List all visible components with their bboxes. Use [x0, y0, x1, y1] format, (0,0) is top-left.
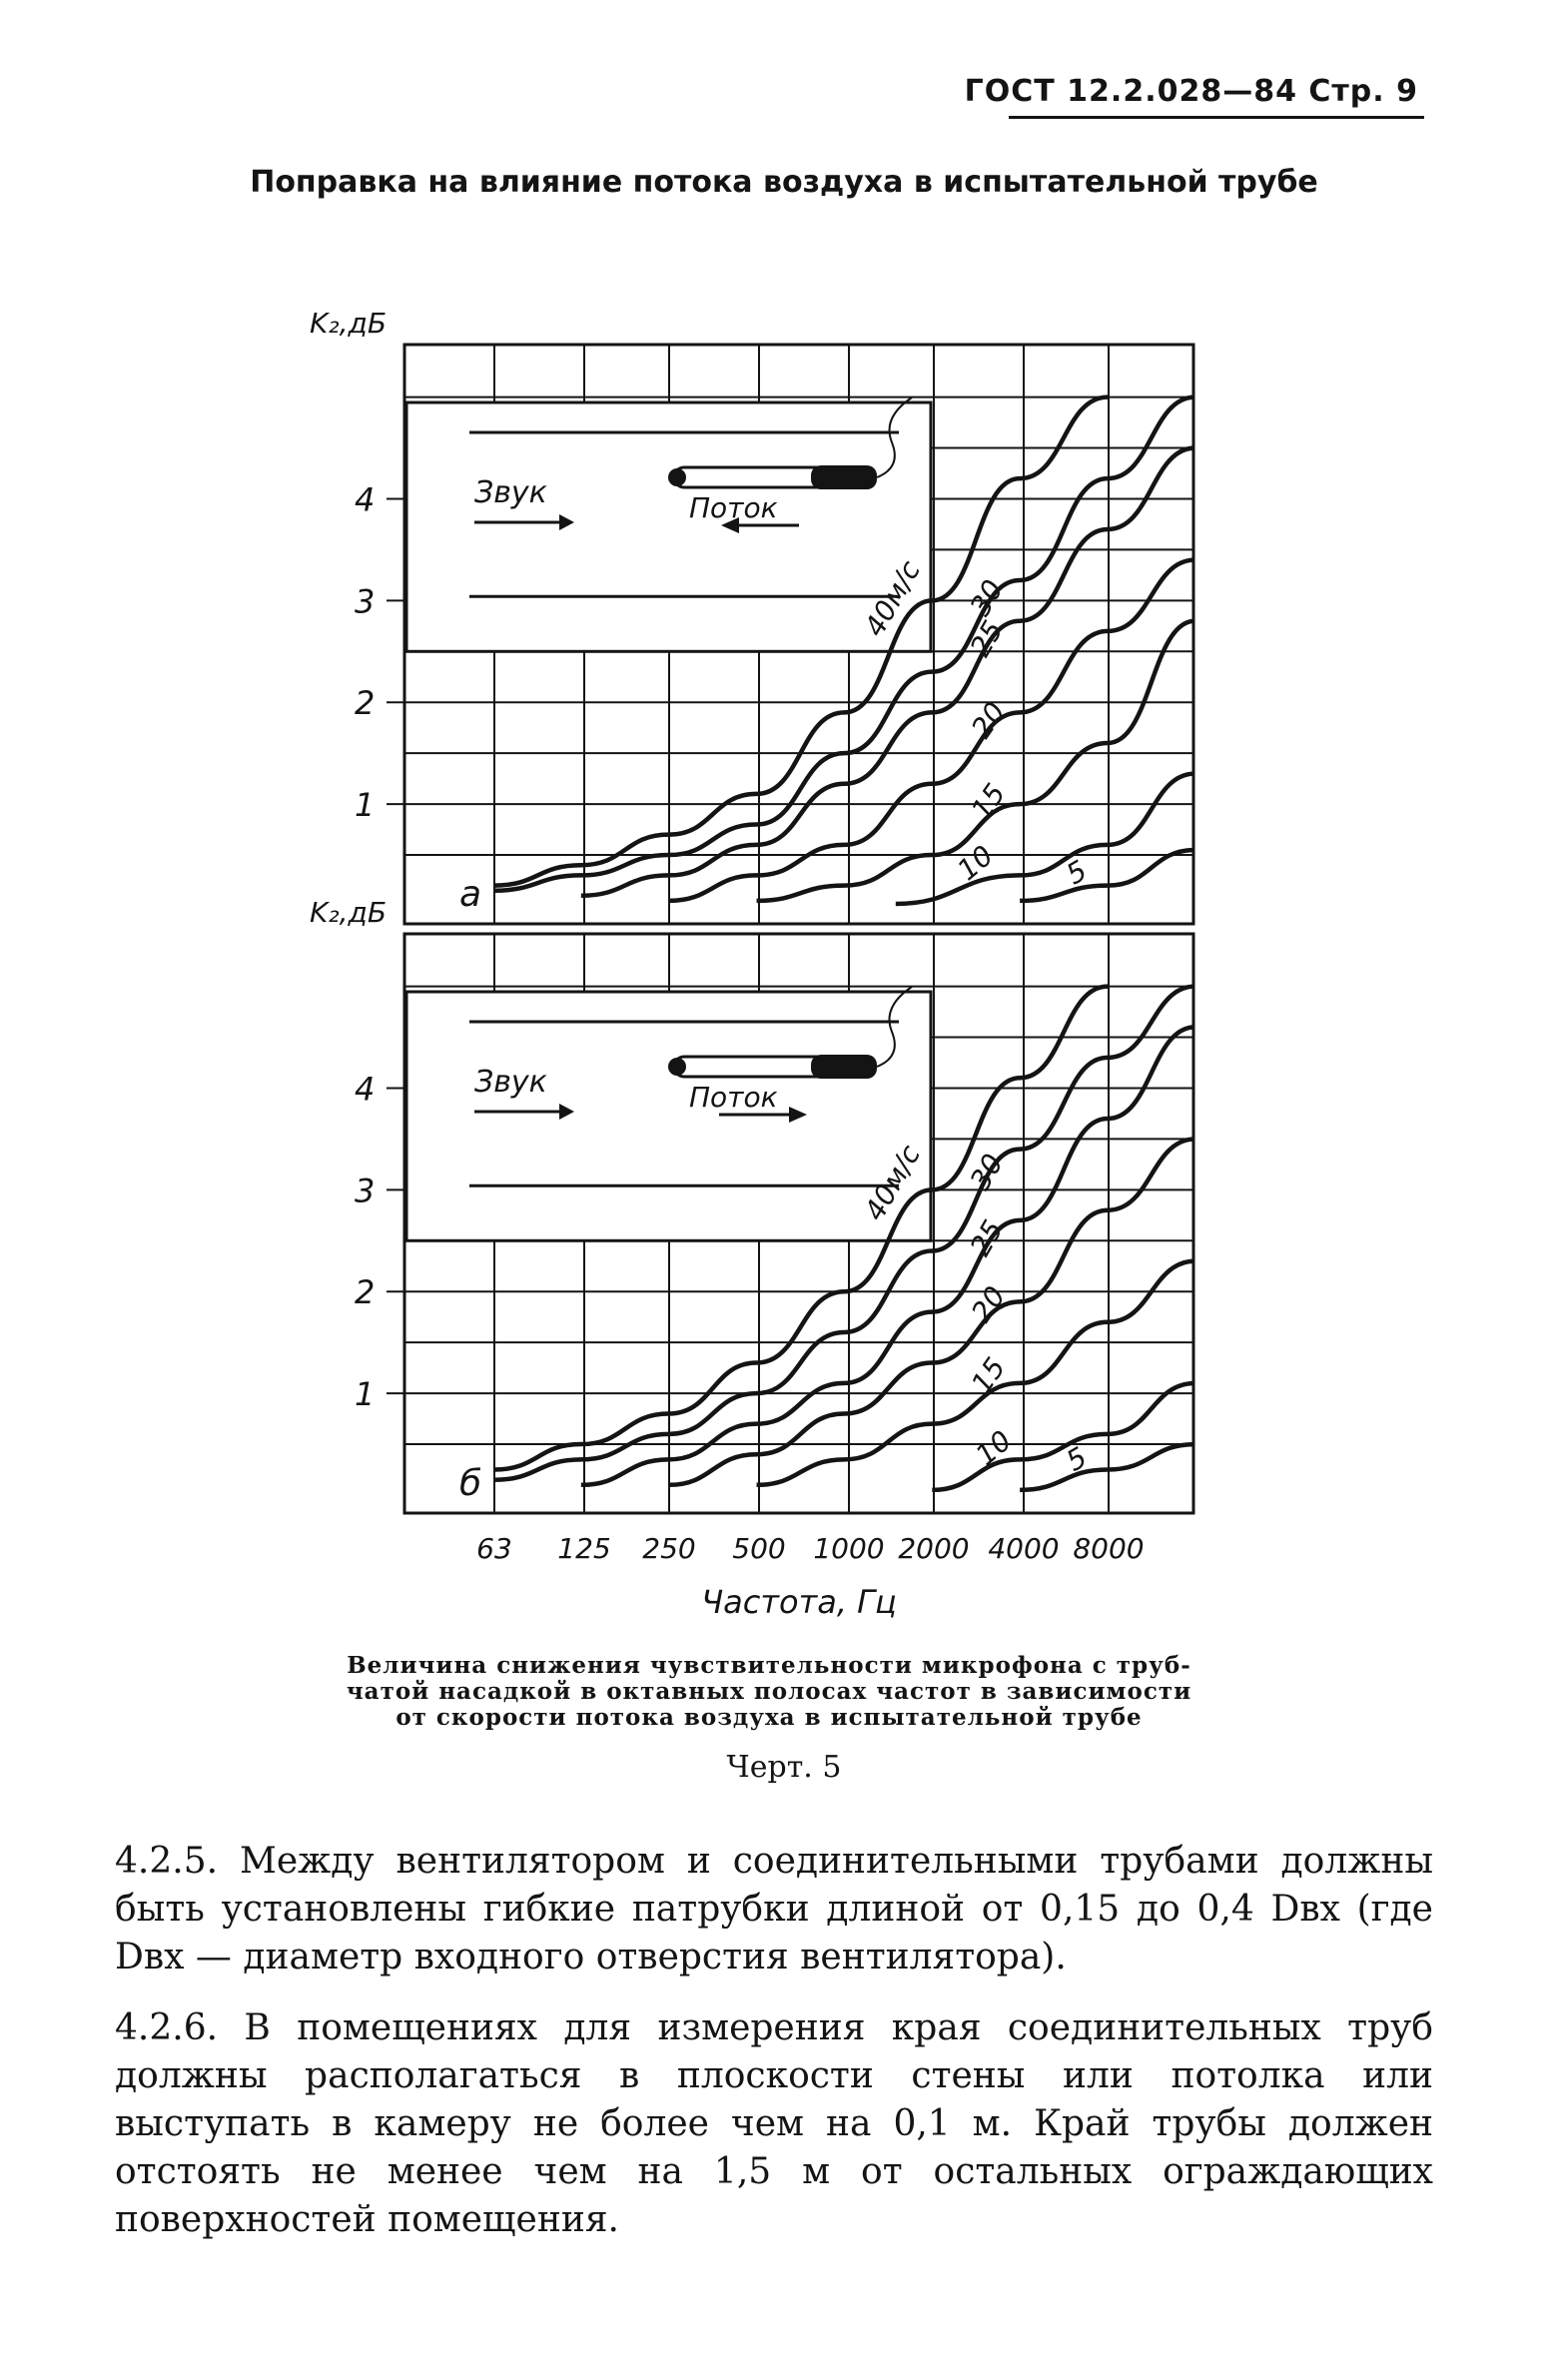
page-header: ГОСТ 12.2.028—84 Стр. 9: [964, 74, 1418, 109]
x-tick-label: 2000: [898, 1532, 970, 1565]
panel-a-flow-label: Поток: [689, 491, 778, 524]
panel-a-y-tick-label: 4: [355, 480, 376, 519]
panel-b-y-tick-label: 4: [355, 1070, 376, 1109]
panel-b-series-label-40м/с: 40м/с: [857, 1139, 928, 1226]
panel-a-sound-label: Звук: [474, 475, 547, 510]
page-title: Поправка на влияние потока воздуха в испытательной трубе: [250, 165, 1318, 200]
paragraph-4-2-6: 4.2.6. В помещениях для измерения края соединительных труб должны располагаться в плоскости стены или потолка или выступать в камеру не более чем на 0,1 м. Край трубы должен отстоять не менее чем на 1,5 м от остальных ограждающих поверхностей помещения.: [115, 2007, 1433, 2240]
x-tick-label: 125: [557, 1532, 611, 1565]
panel-a-panel-label: а: [459, 874, 482, 915]
panel-b-y-tick-label: 3: [355, 1172, 376, 1210]
paragraph-4-2-5: 4.2.5. Между вентилятором и соединительными трубами должны быть установлены гибкие патрубки длиной от 0,15 до 0,4 Dвх (где Dвх — диаметр входного отверстия вентилятора).: [115, 1841, 1433, 1977]
panel-b-series-label-15: 15: [964, 1351, 1013, 1400]
x-tick-label: 250: [642, 1532, 696, 1565]
panel-b-inset-box: [406, 992, 931, 1240]
panel-a-y-tick-label: 2: [355, 684, 376, 723]
panel-b-series-curve-10: [932, 1383, 1195, 1490]
panel-a-series-label-10: 10: [951, 838, 1000, 888]
caption-line-3: от скорости потока воздуха в испытательной трубе: [395, 1704, 1143, 1731]
panel-a-microphone-body: [811, 465, 877, 489]
figure-label: Черт. 5: [726, 1750, 842, 1785]
panel-a-y-axis-label: K₂,дБ: [310, 307, 388, 340]
x-tick-label: 4000: [988, 1532, 1060, 1565]
panel-a-series-label-40м/с: 40м/с: [857, 554, 928, 642]
panel-a-y-tick-label: 1: [355, 786, 376, 825]
panel-a-series-label-5: 5: [1061, 853, 1094, 892]
panel-a-microphone-tip: [668, 468, 686, 486]
panel-b-flow-label: Поток: [689, 1081, 778, 1114]
caption-line-2: чатой насадкой в октавных полосах частот в зависимости: [346, 1678, 1192, 1705]
panel-a-inset-box: [406, 402, 931, 651]
panel-a-series-label-25: 25: [963, 614, 1011, 663]
panel-a-series-label-30: 30: [963, 573, 1011, 622]
panel-b-microphone-tip: [668, 1058, 686, 1076]
panel-b-series-label-5: 5: [1061, 1440, 1094, 1478]
caption-line-1: Величина снижения чувствительности микрофона с труб-: [347, 1652, 1191, 1679]
panel-b-series-label-25: 25: [963, 1213, 1011, 1262]
x-tick-label: 500: [732, 1532, 786, 1565]
panel-a-series-label-15: 15: [964, 777, 1013, 826]
panel-b-series-label-30: 30: [963, 1148, 1011, 1196]
x-tick-label: 63: [476, 1532, 512, 1565]
panel-b-microphone-body: [811, 1055, 877, 1079]
panel-b-series-curve-5: [1020, 1444, 1195, 1490]
panel-b-panel-label: б: [459, 1463, 482, 1504]
panel-a-y-tick-label: 3: [355, 582, 376, 621]
panel-a-series-curve-5: [1020, 850, 1195, 901]
x-tick-label: 1000: [813, 1532, 885, 1565]
figure-caption: [310, 1653, 1228, 1731]
panel-b-y-axis-label: K₂,дБ: [310, 896, 388, 929]
panel-b-series-label-10: 10: [969, 1423, 1019, 1472]
panel-a-series-label-20: 20: [964, 695, 1013, 745]
panel-b-y-tick-label: 1: [355, 1375, 376, 1414]
x-axis-label: Частота, Гц: [701, 1583, 897, 1621]
panel-b-y-tick-label: 2: [355, 1273, 376, 1312]
panel-b-series-label-20: 20: [964, 1279, 1013, 1328]
x-tick-label: 8000: [1073, 1532, 1145, 1565]
panel-b-sound-label: Звук: [474, 1065, 547, 1100]
